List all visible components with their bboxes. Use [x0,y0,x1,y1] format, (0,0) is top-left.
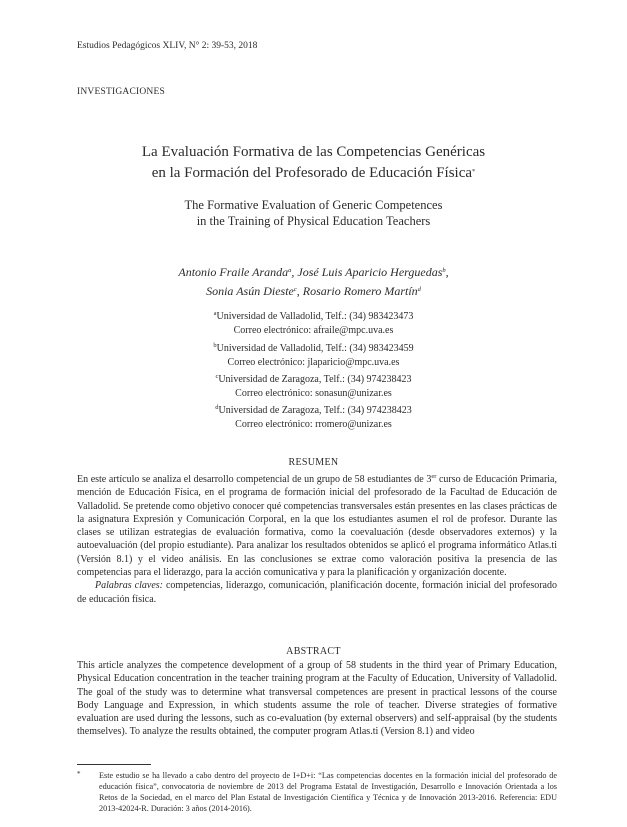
affiliation-institution: Universidad de Valladolid, Telf.: (34) 983423459 [216,343,414,354]
title-spanish-line2: en la Formación del Profesorado de Educación Física [151,165,473,181]
affiliation-mark: a [213,310,217,317]
title-english [0,197,627,229]
author-line-2 [0,281,627,300]
author-name: Rosario Romero Martín [302,284,418,298]
resumen-text-rest: curso de Educación Primaria, mención de Educación Física, en el programa de formación inicial del profesorado de la Facultad de Educación de Valladolid. Se pretende como objetivo conocer qué competencias transversales están presentes en las clases prácticas de la asignatura Expresión y Comunicación Corporal, en la que los estudiantes asumen el rol de profesor. Durante las clases se utilizan estrategias de evaluación formativa, como la coevaluación (desde observadores externos) y la autoevaluación (del propio estudiante). Para analizar los resultados obtenidos se aplicó el programa informático Atlas.ti (Versión 8.1) y el video análisis. En las conclusiones se extrae como valoración positiva la presencia de las competencias para el liderazgo, para la acción comunicativa y para la planificación y organización docente. [77,474,557,579]
footnote-text: Este estudio se ha llevado a cabo dentro del proyecto de I+D+i: “Las competencias docentes en la formación inicial del profesorado de educación física”, convocatoria de noviembre de 2013 del Programa Estatal de Investigación, Desarrollo e Innovación Orientada a los Retos de la Sociedad, en el marco del Plan Estatal de Investigación Científica y Técnica y de Innovación 2013-2016. Referencia: EDU 2013-42024-R. Duración: 3 años (2014-2016). [99,771,557,813]
author-name: Antonio Fraile Aranda [178,265,289,279]
footnote [77,770,557,814]
affiliation-email: Correo electrónico: jlaparicio@mpc.uva.es [227,356,400,368]
author-mark: c [293,286,297,293]
title-english-line2: in the Training of Physical Education Teachers [196,214,431,228]
running-head: Estudios Pedagógicos XLIV, N° 2: 39-53, 2018 [77,41,258,51]
title-spanish-line2-wrap [0,162,627,183]
affiliation-email: Correo electrónico: rromero@unizar.es [235,418,392,430]
resumen-body [77,470,557,606]
keywords-text: competencias, liderazgo, comunicación, planificación docente, formación inicial del profesorado de educación física. [77,580,557,605]
affiliation [0,370,627,400]
author-mark: d [417,286,421,293]
affiliation-institution: Universidad de Zaragoza, Telf.: (34) 974238423 [218,405,412,416]
abstract-heading: ABSTRACT [286,646,341,657]
author-mark: a [288,267,292,274]
affiliation [0,339,627,369]
title-spanish [0,143,627,183]
affiliation-mark: d [215,404,219,411]
title-spanish-line1: La Evaluación Formativa de las Competencias Genéricas [141,144,486,160]
affiliation [0,307,627,337]
author-name: José Luis Aparicio Herguedas [297,265,443,279]
ordinal-superscript: er [431,473,437,480]
affiliation-mark: c [215,373,219,380]
author-name: Sonia Asún Dieste [206,284,294,298]
affiliation-line1 [0,401,627,418]
author-separator: , [291,265,298,279]
author-separator: , [296,284,303,298]
resumen-heading: RESUMEN [288,457,339,468]
footnote-rule [77,764,151,765]
affiliation-email: Correo electrónico: sonasun@unizar.es [235,387,392,399]
abstract-body [77,659,557,739]
title-english-line1: The Formative Evaluation of Generic Competences [184,198,443,212]
affiliation-mark: b [213,342,217,349]
resumen-text-start: En este artículo se analiza el desarrollo competencial de un grupo de 58 estudiantes de 3 [77,474,432,485]
keywords-label: Palabras claves: [95,580,163,592]
section-label: INVESTIGACIONES [77,87,165,97]
affiliation-line1 [0,339,627,356]
affiliation [0,401,627,431]
author-list [0,262,627,300]
affiliation-institution: Universidad de Valladolid, Telf.: (34) 983423473 [216,311,414,322]
affiliation-line1 [0,370,627,387]
affiliation-institution: Universidad de Zaragoza, Telf.: (34) 974238423 [218,374,412,385]
keywords-paragraph [77,579,557,606]
author-line-1 [0,262,627,281]
author-separator: , [445,265,449,279]
abstract-paragraph: This article analyzes the competence development of a group of 58 students in the third year of Primary Education, Physical Education concentration in the teacher training program at the Faculty of Education, University of Valladolid. The goal of the study was to determine what transversal competences are present in practical lessons of the course Body Language and Expression, in which students assume the role of teacher. Diverse strategies of formative evaluation are used during the lessons, such as co-evaluation (by external observers) and self-appraisal (by the students themselves). To analyze the results obtained, the computer program Atlas.ti (Version 8.1) and video [77,660,557,738]
affiliation-email: Correo electrónico: afraile@mpc.uva.es [233,324,394,336]
title-footnote-mark: * [472,168,476,175]
footnote-mark: * [77,770,81,778]
affiliation-line1 [0,307,627,324]
resumen-paragraph [77,470,557,579]
author-mark: b [442,267,446,274]
